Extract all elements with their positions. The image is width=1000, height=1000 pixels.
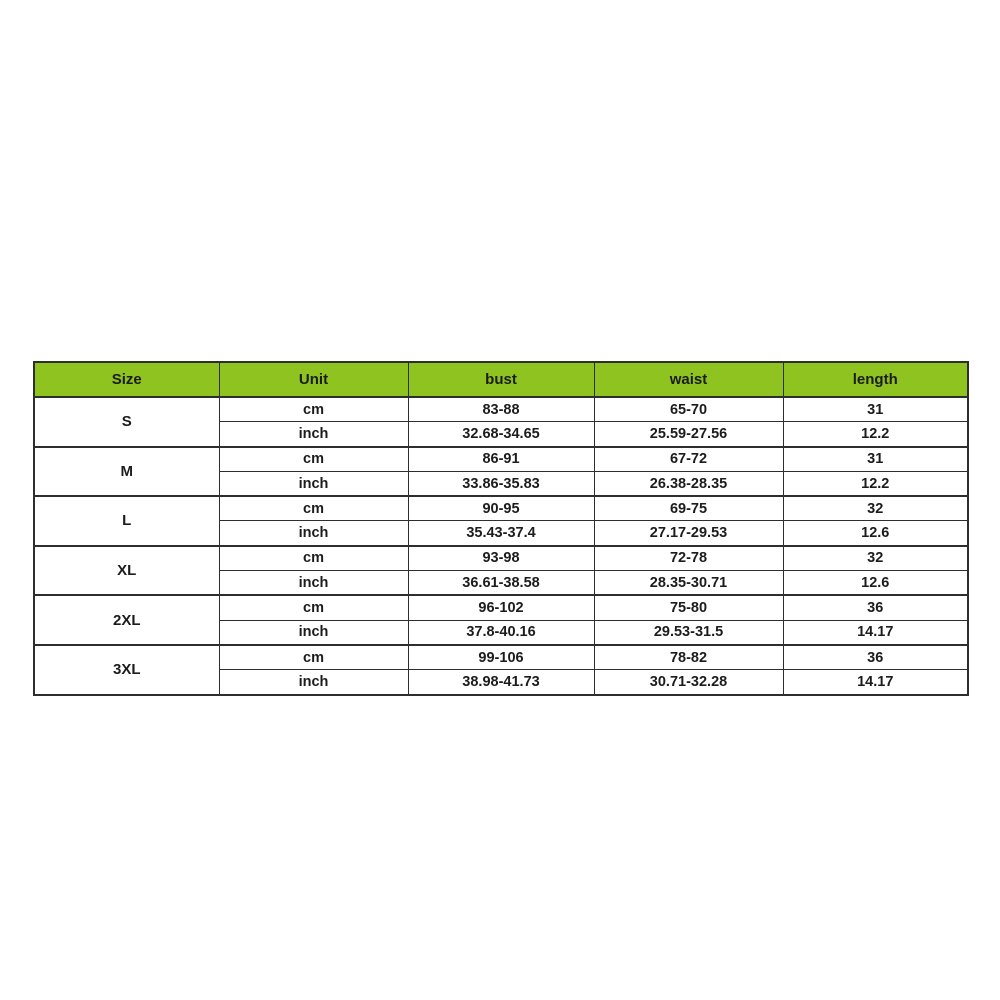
unit-cell: cm bbox=[219, 397, 408, 422]
column-header-length: length bbox=[783, 362, 968, 397]
waist-cell: 27.17-29.53 bbox=[594, 521, 783, 546]
length-cell: 12.6 bbox=[783, 571, 968, 596]
table-row bbox=[34, 595, 968, 620]
bust-cell: 38.98-41.73 bbox=[408, 670, 594, 695]
length-cell: 36 bbox=[783, 645, 968, 670]
length-cell: 12.2 bbox=[783, 471, 968, 496]
unit-cell: cm bbox=[219, 645, 408, 670]
size-cell: 3XL bbox=[34, 645, 219, 695]
bust-cell: 93-98 bbox=[408, 546, 594, 571]
unit-cell: inch bbox=[219, 471, 408, 496]
table-row bbox=[34, 496, 968, 521]
header-row bbox=[34, 362, 968, 397]
bust-cell: 96-102 bbox=[408, 595, 594, 620]
bust-cell: 86-91 bbox=[408, 447, 594, 472]
waist-cell: 75-80 bbox=[594, 595, 783, 620]
length-cell: 31 bbox=[783, 397, 968, 422]
bust-cell: 99-106 bbox=[408, 645, 594, 670]
waist-cell: 65-70 bbox=[594, 397, 783, 422]
unit-cell: inch bbox=[219, 620, 408, 645]
length-cell: 36 bbox=[783, 595, 968, 620]
size-cell: 2XL bbox=[34, 595, 219, 645]
table-row bbox=[34, 546, 968, 571]
column-header-size: Size bbox=[34, 362, 219, 397]
waist-cell: 72-78 bbox=[594, 546, 783, 571]
length-cell: 12.2 bbox=[783, 422, 968, 447]
bust-cell: 33.86-35.83 bbox=[408, 471, 594, 496]
column-header-waist: waist bbox=[594, 362, 783, 397]
waist-cell: 28.35-30.71 bbox=[594, 571, 783, 596]
length-cell: 14.17 bbox=[783, 670, 968, 695]
size-cell: M bbox=[34, 447, 219, 497]
size-cell: XL bbox=[34, 546, 219, 596]
table-row bbox=[34, 447, 968, 472]
unit-cell: cm bbox=[219, 595, 408, 620]
unit-cell: inch bbox=[219, 571, 408, 596]
length-cell: 32 bbox=[783, 546, 968, 571]
bust-cell: 37.8-40.16 bbox=[408, 620, 594, 645]
unit-cell: inch bbox=[219, 422, 408, 447]
bust-cell: 32.68-34.65 bbox=[408, 422, 594, 447]
unit-cell: cm bbox=[219, 496, 408, 521]
bust-cell: 90-95 bbox=[408, 496, 594, 521]
length-cell: 12.6 bbox=[783, 521, 968, 546]
column-header-unit: Unit bbox=[219, 362, 408, 397]
unit-cell: cm bbox=[219, 546, 408, 571]
waist-cell: 25.59-27.56 bbox=[594, 422, 783, 447]
length-cell: 31 bbox=[783, 447, 968, 472]
length-cell: 32 bbox=[783, 496, 968, 521]
length-cell: 14.17 bbox=[783, 620, 968, 645]
waist-cell: 69-75 bbox=[594, 496, 783, 521]
size-cell: L bbox=[34, 496, 219, 546]
size-cell: S bbox=[34, 397, 219, 447]
table-row bbox=[34, 645, 968, 670]
waist-cell: 67-72 bbox=[594, 447, 783, 472]
size-chart-table bbox=[33, 361, 969, 696]
waist-cell: 29.53-31.5 bbox=[594, 620, 783, 645]
waist-cell: 26.38-28.35 bbox=[594, 471, 783, 496]
unit-cell: inch bbox=[219, 670, 408, 695]
unit-cell: cm bbox=[219, 447, 408, 472]
waist-cell: 78-82 bbox=[594, 645, 783, 670]
column-header-bust: bust bbox=[408, 362, 594, 397]
waist-cell: 30.71-32.28 bbox=[594, 670, 783, 695]
bust-cell: 83-88 bbox=[408, 397, 594, 422]
bust-cell: 36.61-38.58 bbox=[408, 571, 594, 596]
unit-cell: inch bbox=[219, 521, 408, 546]
bust-cell: 35.43-37.4 bbox=[408, 521, 594, 546]
table-row bbox=[34, 397, 968, 422]
